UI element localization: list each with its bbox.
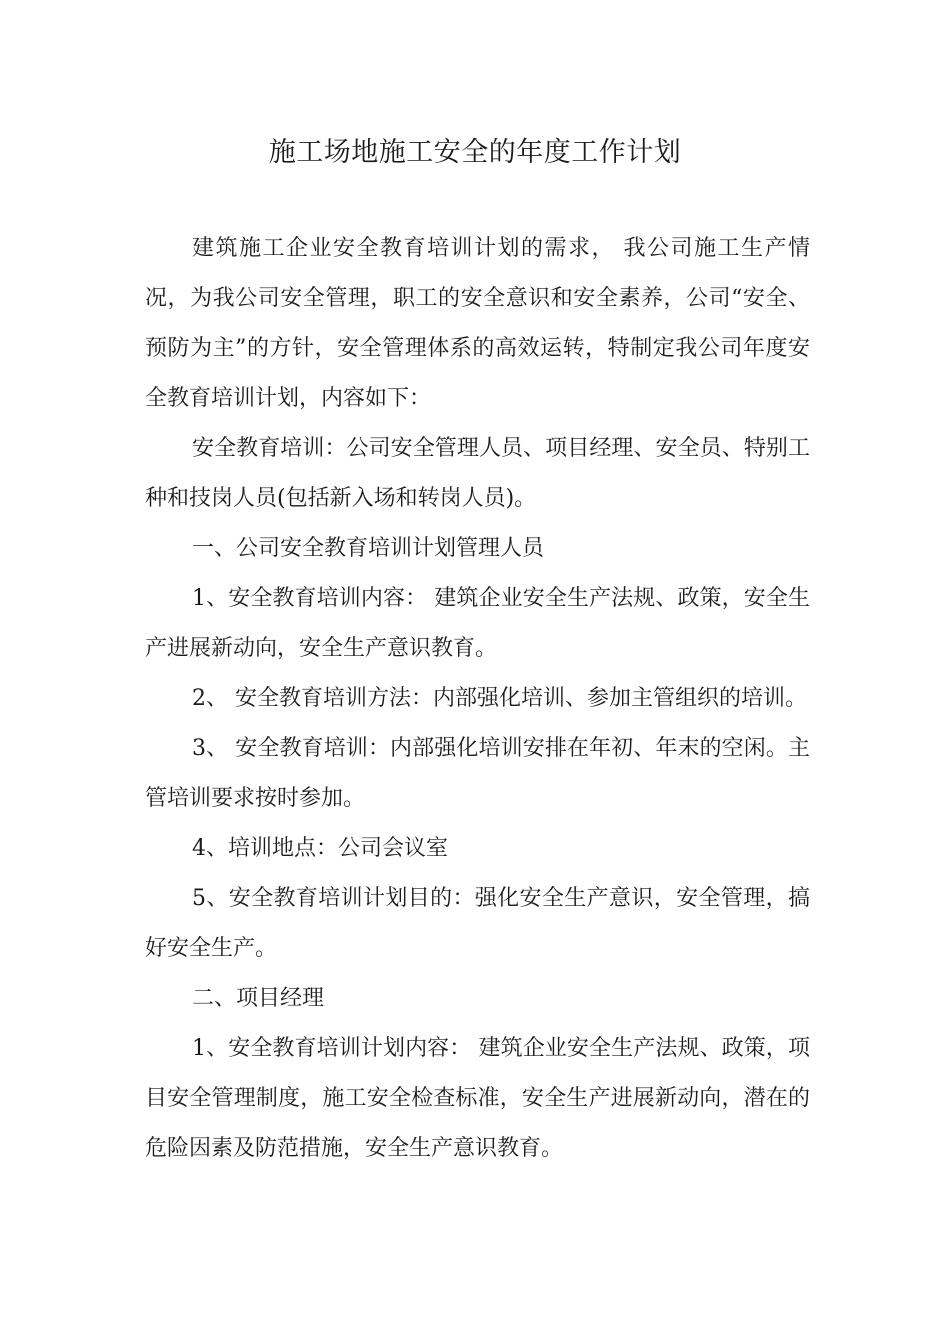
list-item: 3、 安全教育培训：内部强化培训安排在年初、年末的空闲。主管培训要求按时参加。 [145, 736, 810, 811]
intro-paragraph: 建筑施工企业安全教育培训计划的需求， 我公司施工生产情况，为我公司安全管理，职工的安全意识和安全素养，公司“安全、预防为主”的方针，安全管理体系的高效运转，特制定我公司年度安全教育培训计划，内容如下： [145, 236, 810, 411]
training-scope-paragraph: 安全教育培训：公司安全管理人员、项目经理、安全员、特别工种和技岗人员(包括新入场和转岗人员)。 [145, 436, 810, 511]
document-body [145, 224, 810, 1174]
list-item: 1、安全教育培训内容： 建筑企业安全生产法规、政策，安全生产进展新动向，安全生产意识教育。 [145, 586, 810, 661]
list-item: 4、培训地点：公司会议室 [192, 836, 448, 861]
section-heading-management: 一、公司安全教育培训计划管理人员 [192, 536, 545, 561]
list-item: 5、安全教育培训计划目的：强化安全生产意识，安全管理，搞好安全生产。 [145, 886, 810, 961]
section-heading-project-manager: 二、项目经理 [192, 986, 325, 1011]
document-title: 施工场地施工安全的年度工作计划 [268, 137, 682, 168]
list-item: 1、安全教育培训计划内容： 建筑企业安全生产法规、政策，项目安全管理制度，施工安全检查标准，安全生产进展新动向，潜在的危险因素及防范措施，安全生产意识教育。 [145, 1036, 810, 1161]
list-item: 2、 安全教育培训方法：内部强化培训、参加主管组织的培训。 [192, 686, 807, 711]
